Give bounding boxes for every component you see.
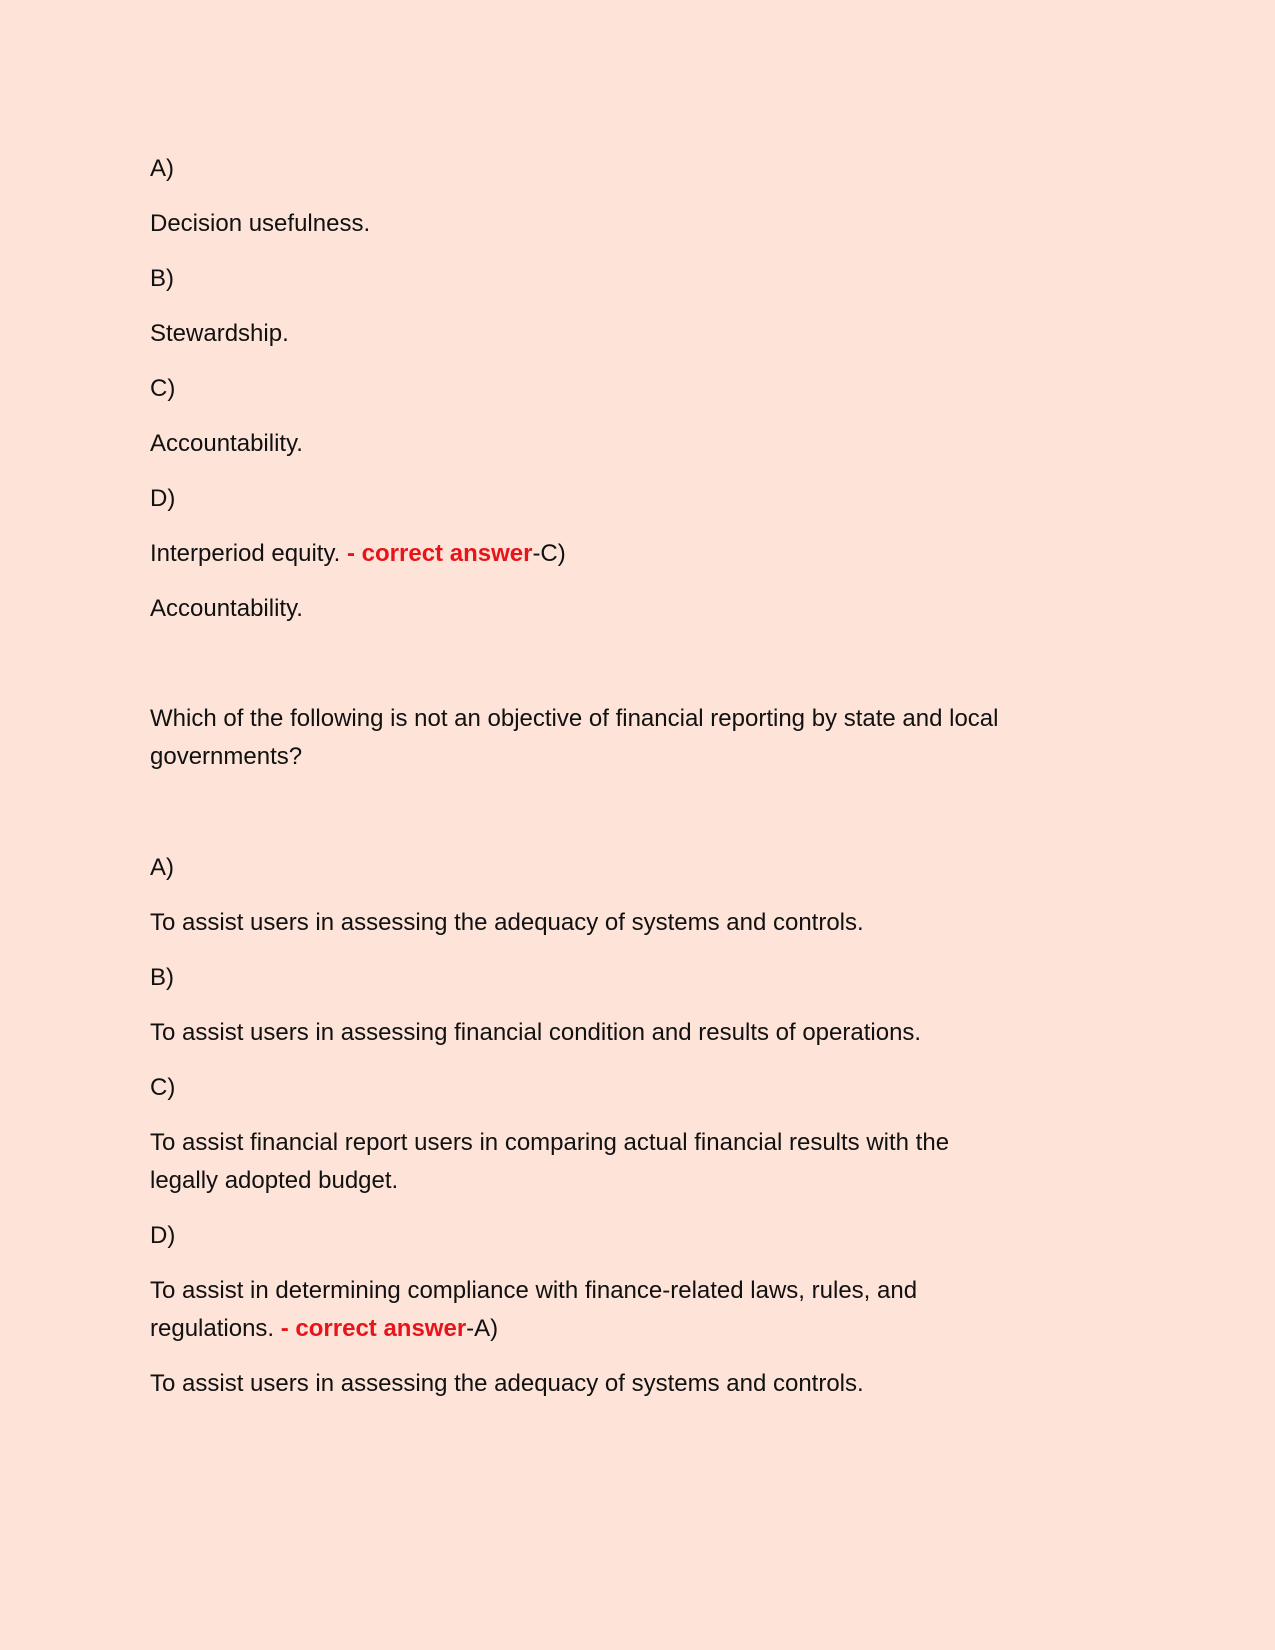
q2-option-c-label: C) bbox=[150, 1074, 176, 1101]
q1-option-d-line bbox=[150, 535, 566, 573]
q1-correct-answer-tag: - correct answer bbox=[347, 540, 533, 567]
q1-option-a-label: A) bbox=[150, 155, 174, 182]
q2-option-c-line1: To assist financial report users in comparing actual financial results with the bbox=[150, 1129, 950, 1156]
q2-answer-letter: -A) bbox=[466, 1315, 499, 1342]
q1-option-c-text: Accountability. bbox=[150, 430, 303, 457]
q2-option-d-text: regulations. bbox=[150, 1315, 275, 1342]
q1-option-a-text: Decision usefulness. bbox=[150, 210, 371, 237]
q2-option-a-text: To assist users in assessing the adequacy of systems and controls. bbox=[150, 909, 864, 936]
q1-answer-letter: -C) bbox=[532, 540, 566, 567]
q2-option-c-line2: legally adopted budget. bbox=[150, 1167, 399, 1194]
q1-option-d-text: Interperiod equity. bbox=[150, 540, 341, 567]
q1-answer-text: Accountability. bbox=[150, 595, 303, 622]
q2-option-d-line2 bbox=[150, 1310, 498, 1348]
q2-option-d-line1: To assist in determining compliance with finance-related laws, rules, and bbox=[150, 1277, 918, 1304]
q2-option-a-label: A) bbox=[150, 854, 174, 881]
q2-question-line2: governments? bbox=[150, 743, 303, 770]
q1-option-b-label: B) bbox=[150, 265, 174, 292]
q2-option-b-text: To assist users in assessing financial condition and results of operations. bbox=[150, 1019, 922, 1046]
q1-option-b-text: Stewardship. bbox=[150, 320, 289, 347]
q1-option-d-label: D) bbox=[150, 485, 176, 512]
document-page bbox=[150, 0, 1130, 1650]
q2-option-d-label: D) bbox=[150, 1222, 176, 1249]
q2-question-line1: Which of the following is not an objective of financial reporting by state and local bbox=[150, 705, 999, 732]
q2-correct-answer-tag: - correct answer bbox=[280, 1315, 467, 1342]
q2-answer-text: To assist users in assessing the adequacy of systems and controls. bbox=[150, 1370, 864, 1397]
q2-option-b-label: B) bbox=[150, 964, 174, 991]
q1-option-c-label: C) bbox=[150, 375, 176, 402]
